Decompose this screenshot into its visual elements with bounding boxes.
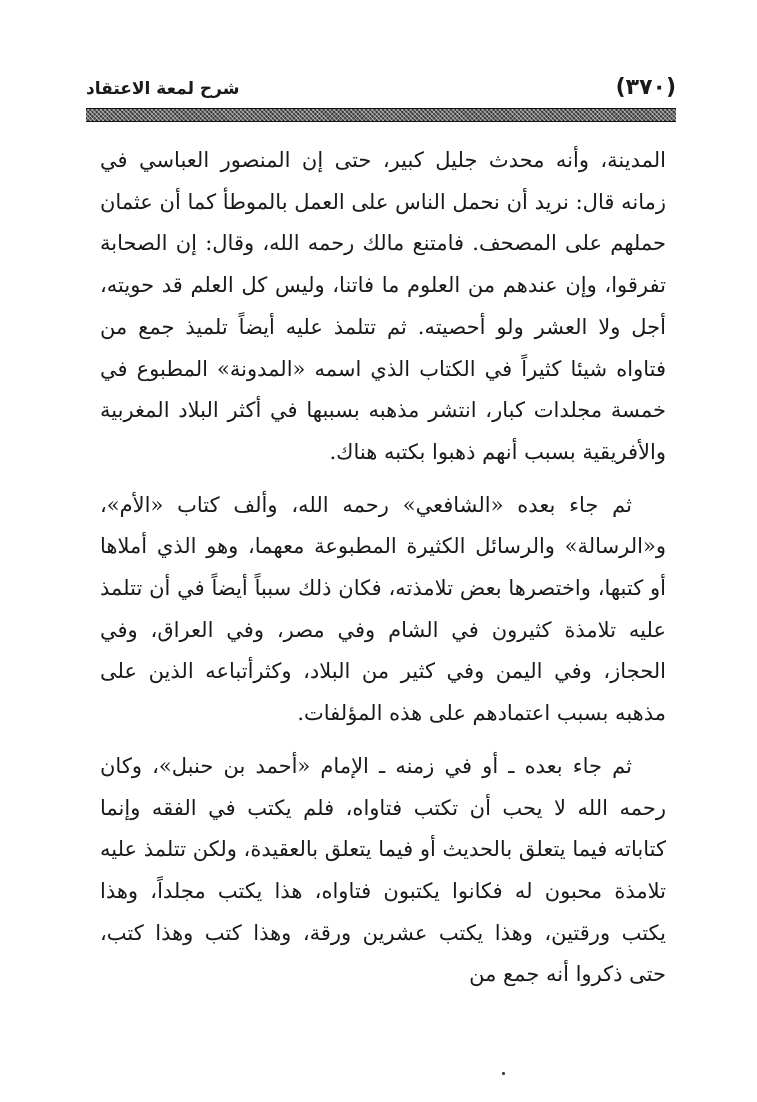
page-mark [502, 1072, 505, 1075]
page-number: (٣٧٠) [615, 75, 676, 100]
paragraph-maliki: المدينة، وأنه محدث جليل كبير، حتى إن المنصور العباسي في زمانه قال: نريد أن نحمل الناس على العمل بالموطأ كما أن عثمان حملهم على المصحف. فامتنع مالك رحمه الله، وقال: إن الصحابة تفرقوا، وإن عندهم من العلوم ما فاتنا، وليس كل العلم قد حويته، أجل ولا العشر ولو أحصيته. ثم تتلمذ عليه أيضاً تلميذ جمع من فتاواه شيئا كثيراً في الكتاب الذي اسمه «المدونة» المطبوع في خمسة مجلدات كبار، انتشر مذهبه بسببها في أكثر البلاد المغربية والأفريقية بسبب أنهم ذهبوا بكتبه هناك. [100, 148, 666, 464]
paragraph-shafii: ثم جاء بعده «الشافعي» رحمه الله، وألف كتاب «الأم»، و«الرسالة» والرسائل الكثيرة المطبوعة معهما، وهو الذي أملاها أو كتبها، واختصرها بعض تلامذته، فكان ذلك سبباً أيضاً في أن تتلمذ عليه تلامذة كثيرون في الشام وفي مصر، وفي العراق، وفي الحجاز، وفي اليمن وفي كثير من البلاد، وكثرأتباعه الذين على مذهبه بسبب اعتمادهم على هذه المؤلفات. [100, 492, 666, 726]
book-title: شرح لمعة الاعتقاد [86, 79, 240, 99]
running-header [86, 74, 676, 104]
header-divider [86, 108, 676, 122]
paragraph-hanbali: ثم جاء بعده ـ أو في زمنه ـ الإمام «أحمد بن حنبل»، وكان رحمه الله لا يحب أن تكتب فتاواه، فلم يكتب في الفقه وإنما كتاباته فيما يتعلق بالحديث أو فيما يتعلق بالعقيدة، ولكن تتلمذ عليه تلامذة محبون له فكانوا يكتبون فتاواه، هذا يكتب مجلداً، وهذا يكتب ورقتين، وهذا يكتب عشرين ورقة، وهذا كتب وهذا كتب، حتى ذكروا أنه جمع من [100, 753, 666, 987]
page-body [100, 140, 666, 996]
